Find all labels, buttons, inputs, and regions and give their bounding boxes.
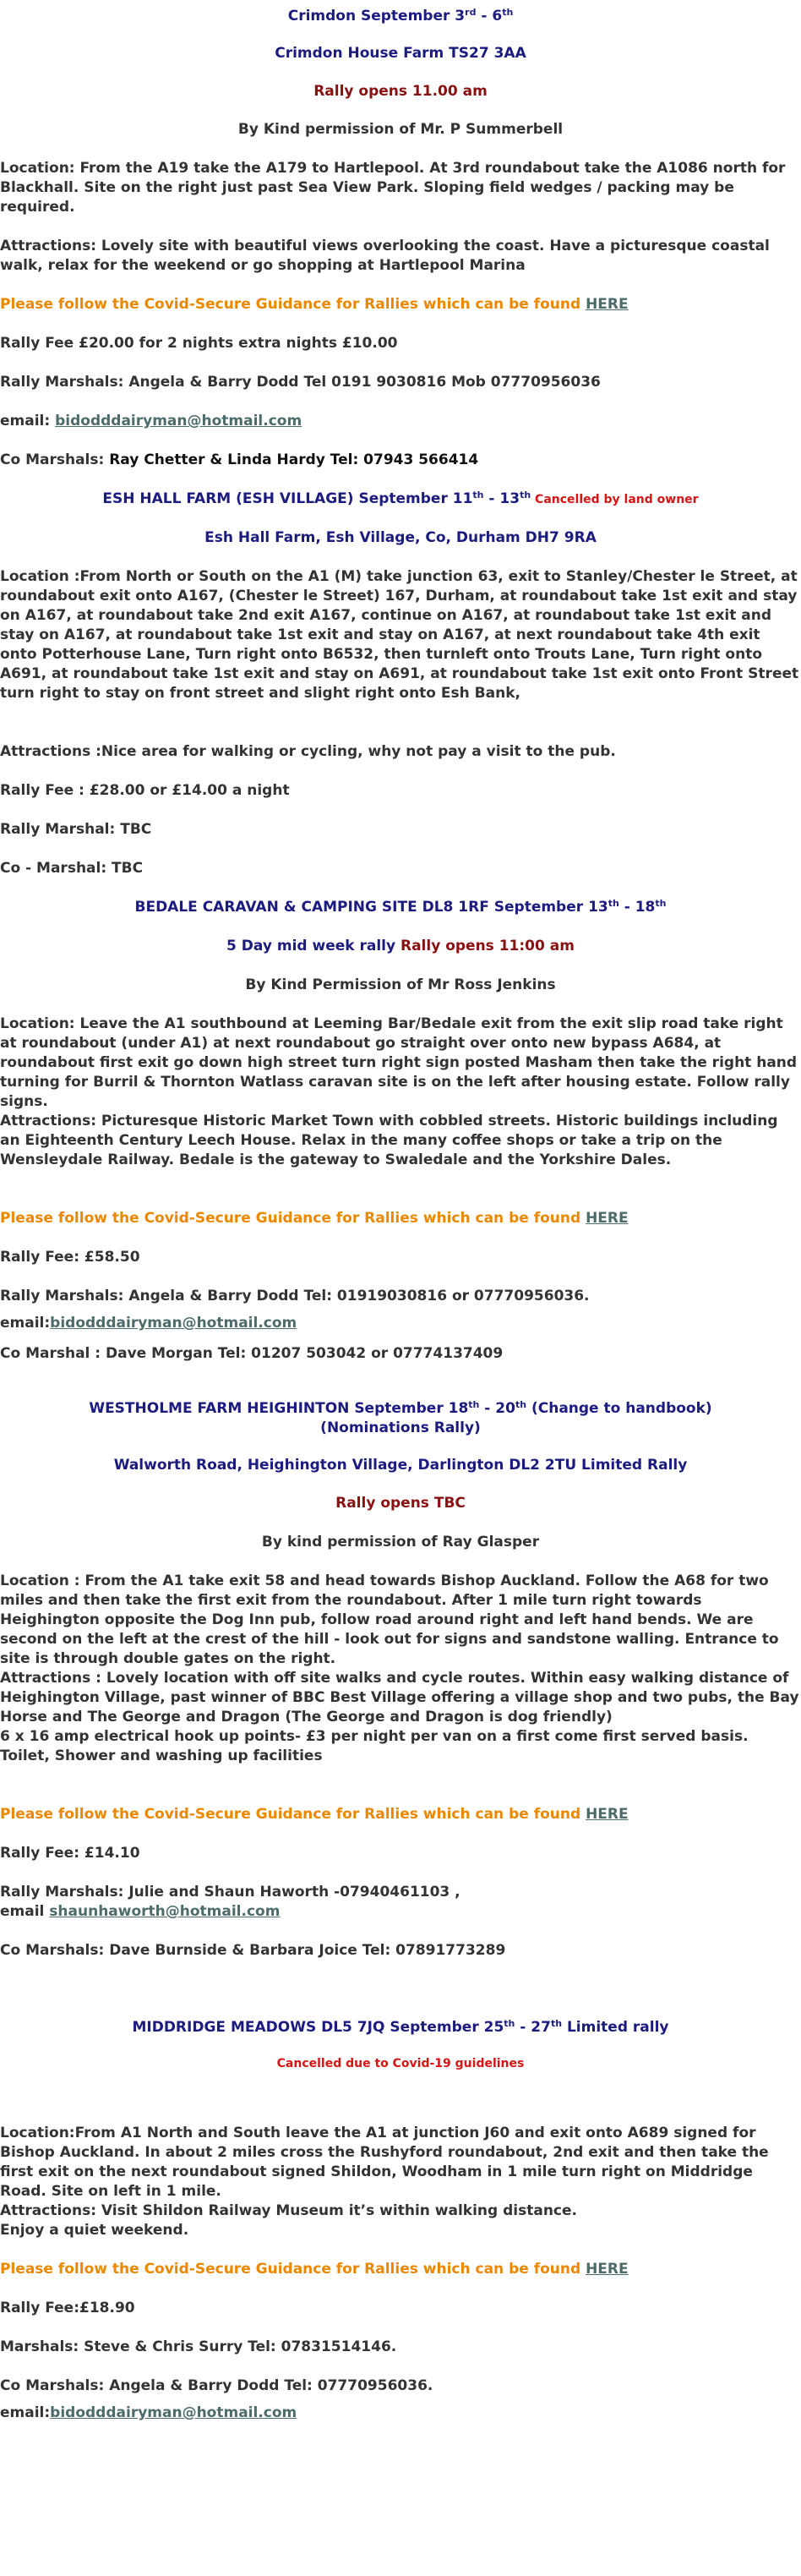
covid-guidance-link[interactable]: HERE [586, 1210, 629, 1227]
bedale-covid-guidance [0, 1209, 801, 1228]
middridge-attractions [0, 2201, 801, 2240]
westholme-title [0, 1399, 801, 1438]
esh-address: Esh Hall Farm, Esh Village, Co, Durham DH7 9RA [204, 529, 597, 546]
email-link[interactable]: bidodddairyman@hotmail.com [50, 2404, 297, 2421]
title-text: Limited rally [562, 2019, 669, 2036]
email-label: email: [0, 413, 56, 429]
ordinal-suffix: th [504, 2018, 515, 2029]
covid-guidance-link[interactable]: HERE [586, 1806, 629, 1823]
bedale-location: Location: Leave the A1 southbound at Leeming Bar/Bedale exit from the exit slip road take right at roundabout (under A1) at next roundabout go straight over onto new bypass A684, at roundabout first exit go down high street turn right sign posted Masham then take the right hand turning for Burril & Thornton Watlass caravan site is on the left after housing estate. Follow rally signs. [0, 1015, 798, 1110]
middridge-marshals: Marshals: Steve & Chris Surry Tel: 07831514146. [0, 2338, 397, 2355]
co-marshals-value: Ray Chetter & Linda Hardy Tel: 07943 566414 [109, 451, 479, 468]
ordinal-suffix: th [608, 898, 619, 909]
esh-marshal: Rally Marshal: TBC [0, 821, 152, 838]
middridge-co-marshals: Co Marshals: Angela & Barry Dodd Tel: 07770956036. [0, 2377, 433, 2394]
title-text: WESTHOLME FARM HEIGHINTON September 18 [89, 1400, 469, 1417]
ordinal-suffix: th [515, 1399, 527, 1410]
cancelled-notice: Cancelled by land owner [531, 493, 699, 506]
marshals-text: Rally Marshals: Julie and Shaun Haworth -07940461103 , [0, 1884, 460, 1901]
ordinal-suffix: th [502, 7, 514, 18]
bedale-title [0, 898, 801, 917]
ordinal-suffix: th [550, 2018, 563, 2029]
co-marshals-label: Co Marshals: [0, 451, 110, 468]
opens-label: Rally opens 11:00 am [400, 938, 575, 954]
bedale-email [0, 1314, 801, 1333]
bedale-midweek [0, 937, 801, 956]
westholme-address: Walworth Road, Heighington Village, Darlington DL2 2TU Limited Rally [113, 1457, 688, 1474]
middridge-fee: Rally Fee:£18.90 [0, 2300, 135, 2316]
ordinal-suffix: th [472, 489, 484, 500]
ordinal-suffix: th [655, 898, 667, 909]
covid-text: Please follow the Covid-Secure Guidance for Rallies which can be found [0, 1806, 586, 1823]
middridge-covid-guidance [0, 2260, 801, 2279]
ordinal-suffix: th [468, 1399, 480, 1410]
westholme-marshals [0, 1883, 801, 1922]
esh-location: Location :From North or South on the A1 (M) take junction 63, exit to Stanley/Chester le Street, at roundabout exit onto A167, (Chester le Street) 167, Durham, at roundabout take 1st exit and stay on A167, at roundabout take 2nd exit A167, continue on A167, at roundabout take 1st exit and stay on A167, at roundabout take 1st exit and stay on A167, at next roundabout take 4th exit onto Potterhouse Lane, Turn right onto B6532, then turnleft onto Trouts Lane, Turn right onto A691, at roundabout take 1st exit and stay on A691, at roundabout take 1st exit onto Front Street turn right to stay on front street and slight right onto Esh Bank, [0, 568, 799, 702]
crimdon-email [0, 412, 801, 431]
westholme-opens: Rally opens TBC [335, 1495, 466, 1512]
bedale-permission: By Kind Permission of Mr Ross Jenkins [245, 976, 556, 993]
email-label: email: [0, 2404, 51, 2421]
attractions-text: Attractions : Lovely location with off site walks and cycle routes. Within easy walking distance of Heighington Village, past winner of BBC Best Village offering a village shop and two pubs, the Bay Horse and The George and Dragon (The George and Dragon is dog friendly) [0, 1670, 799, 1726]
email-link[interactable]: bidodddairyman@hotmail.com [55, 413, 302, 429]
title-text: - 6 [476, 8, 503, 25]
covid-guidance-link[interactable]: HERE [586, 2261, 629, 2278]
westholme-co-marshals: Co Marshals: Dave Burnside & Barbara Joice Tel: 07891773289 [0, 1942, 506, 1959]
crimdon-covid-guidance [0, 295, 801, 314]
middridge-email [0, 2404, 801, 2423]
email-label: email [0, 1903, 50, 1920]
email-link[interactable]: shaunhaworth@hotmail.com [49, 1903, 281, 1920]
esh-fee: Rally Fee : £28.00 or £14.00 a night [0, 782, 290, 799]
crimdon-permission: By Kind permission of Mr. P Summerbell [237, 121, 564, 138]
middridge-cancelled: Cancelled due to Covid-19 guidelines [276, 2057, 525, 2070]
quiet-text: Enjoy a quiet weekend. [0, 2222, 189, 2239]
crimdon-opens: Rally opens 11.00 am [313, 83, 488, 100]
crimdon-address: Crimdon House Farm TS27 3AA [275, 45, 526, 62]
covid-text: Please follow the Covid-Secure Guidance for Rallies which can be found [0, 1210, 586, 1227]
westholme-location: Location : From the A1 take exit 58 and head towards Bishop Auckland. Follow the A68 for two miles and then take the first exit from the roundabout. After 1 mile turn right towards Heighington opposite the Dog Inn pub, follow road around right and left hand bends. We are second on the left at the crest of the hill - look out for signs and sandstone walling. Entrance to site is through double gates on the right. [0, 1572, 779, 1667]
bedale-marshals: Rally Marshals: Angela & Barry Dodd Tel: 01919030816 or 07770956036. [0, 1288, 590, 1304]
westholme-fee: Rally Fee: £14.10 [0, 1845, 140, 1862]
covid-text: Please follow the Covid-Secure Guidance for Rallies which can be found [0, 296, 586, 313]
westholme-attractions [0, 1669, 801, 1766]
crimdon-marshals: Rally Marshals: Angela & Barry Dodd Tel 0191 9030816 Mob 07770956036 [0, 374, 601, 391]
middridge-location: Location:From A1 North and South leave the A1 at junction J60 and exit onto A689 signed for Bishop Auckland. In about 2 miles cross the Rushyford roundabout, 2nd exit and then take the first exit on the next roundabout signed Shildon, Woodham in 1 mile turn right on Middridge Road. Site on left in 1 mile. [0, 2125, 769, 2200]
title-text: ESH HALL FARM (ESH VILLAGE) September 11 [102, 490, 473, 507]
bedale-fee: Rally Fee: £58.50 [0, 1249, 140, 1266]
ordinal-suffix: th [520, 489, 531, 500]
nominations-label: (Nominations Rally) [320, 1419, 481, 1436]
westholme-permission: By kind permission of Ray Glasper [261, 1534, 540, 1551]
bedale-attractions: Attractions: Picturesque Historic Market Town with cobbled streets. Historic buildings including an Eighteenth Century Leech House. Relax in the many coffee shops or take a trip on the Wensleydale Railway. Bedale is the gateway to Swaledale and the Yorkshire Dales. [0, 1113, 778, 1168]
crimdon-title [0, 7, 801, 26]
email-link[interactable]: bidodddairyman@hotmail.com [50, 1315, 297, 1332]
hookup-text: 6 x 16 amp electrical hook up points- £3 per night per van on a first come first served basis. Toilet, Shower and washing up facilities [0, 1728, 749, 1764]
esh-co-marshal: Co - Marshal: TBC [0, 860, 144, 877]
esh-title [0, 489, 801, 510]
title-text: - 18 [618, 899, 656, 916]
crimdon-fee: Rally Fee £20.00 for 2 nights extra nights £10.00 [0, 335, 398, 352]
esh-attractions: Attractions :Nice area for walking or cycling, why not pay a visit to the pub. [0, 743, 616, 760]
middridge-title [0, 2018, 801, 2037]
title-text: MIDDRIDGE MEADOWS DL5 7JQ September 25 [132, 2019, 504, 2036]
bedale-co-marshal: Co Marshal : Dave Morgan Tel: 01207 503042 or 07774137409 [0, 1345, 504, 1362]
title-text: Crimdon September 3 [287, 8, 466, 25]
attractions-text: Attractions: Visit Shildon Railway Museum it’s within walking distance. [0, 2202, 577, 2219]
title-text: - 27 [515, 2019, 551, 2036]
westholme-covid-guidance [0, 1805, 801, 1824]
covid-text: Please follow the Covid-Secure Guidance for Rallies which can be found [0, 2261, 586, 2278]
email-label: email: [0, 1315, 51, 1332]
crimdon-location: Location: From the A19 take the A179 to Hartlepool. At 3rd roundabout take the A1086 north for Blackhall. Site on the right just past Sea View Park. Sloping field wedges / packing may be required. [0, 160, 786, 216]
ordinal-suffix: rd [465, 7, 477, 18]
crimdon-attractions: Attractions: Lovely site with beautiful views overlooking the coast. Have a picturesque coastal walk, relax for the weekend or go shopping at Hartlepool Marina [0, 238, 770, 274]
crimdon-co-marshals [0, 451, 801, 470]
title-text: (Change to handbook) [526, 1400, 712, 1417]
midweek-label: 5 Day mid week rally [226, 938, 400, 954]
title-text: - 20 [479, 1400, 515, 1417]
title-text: - 13 [483, 490, 520, 507]
covid-guidance-link[interactable]: HERE [586, 296, 629, 313]
title-text: BEDALE CARAVAN & CAMPING SITE DL8 1RF September 13 [134, 899, 608, 916]
